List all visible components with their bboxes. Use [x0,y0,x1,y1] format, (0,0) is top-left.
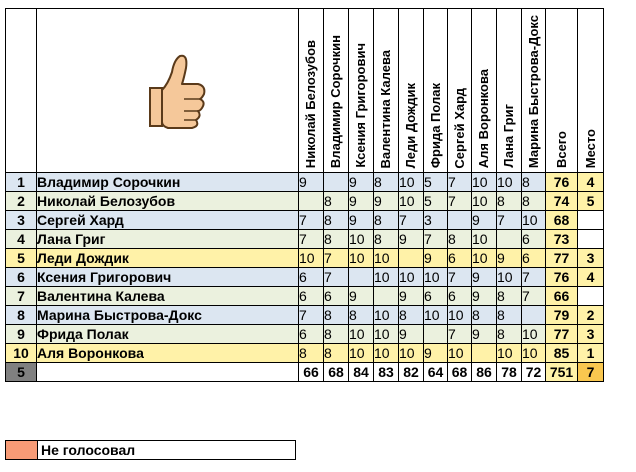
score-cell: 9 [349,287,374,306]
score-cell: 10 [497,173,522,192]
score-cell: 6 [522,249,546,268]
score-cell: 8 [472,306,497,325]
total-cell: 77 [546,325,578,344]
row-number: 3 [6,211,37,230]
score-cell: 10 [399,268,424,287]
total-cell: 73 [546,230,578,249]
score-cell: 8 [497,287,522,306]
score-cell: 9 [472,268,497,287]
score-cell: 9 [399,287,424,306]
total-cell: 79 [546,306,578,325]
table-row [6,287,604,306]
image-cell [37,9,299,173]
score-cell: 10 [472,230,497,249]
score-cell: 8 [324,325,349,344]
participant-name: Владимир Сорочкин [37,173,299,192]
score-cell: 8 [497,306,522,325]
score-cell: 3 [424,211,448,230]
score-cell: 10 [522,344,546,363]
column-header-label: Ксения Григорович [353,43,368,169]
self-vote-cell [374,287,399,306]
self-vote-cell [522,306,546,325]
score-cell: 6 [299,325,324,344]
column-header [399,9,424,173]
score-cell: 7 [424,230,448,249]
table-row [6,173,604,192]
column-total: 84 [349,363,374,382]
column-total: 68 [324,363,349,382]
score-cell: 8 [497,325,522,344]
footer-place: 7 [578,363,604,382]
score-cell: 10 [299,249,324,268]
score-cell: 7 [522,268,546,287]
score-cell: 9 [399,230,424,249]
score-cell: 9 [349,211,374,230]
column-header-label: Леди Дождик [403,82,418,169]
column-header [374,9,399,173]
column-header-label: Владимир Сорочкин [328,35,343,169]
score-cell: 8 [299,344,324,363]
score-cell: 10 [374,249,399,268]
score-cell: 9 [472,211,497,230]
score-cell: 10 [448,306,472,325]
place-cell: 3 [578,249,604,268]
table-row [6,249,604,268]
row-number: 2 [6,192,37,211]
row-number: 4 [6,230,37,249]
legend [5,440,296,460]
score-cell: 7 [324,268,349,287]
score-cell: 9 [349,173,374,192]
score-cell: 7 [324,249,349,268]
column-total: 86 [472,363,497,382]
column-header-label: Валентина Калева [378,49,393,169]
column-total: 66 [299,363,324,382]
column-header [349,9,374,173]
score-cell: 10 [448,344,472,363]
participant-name: Николай Белозубов [37,192,299,211]
score-cell: 8 [324,211,349,230]
score-cell: 5 [424,192,448,211]
score-cell: 10 [349,325,374,344]
score-cell: 6 [522,230,546,249]
participant-name: Сергей Хард [37,211,299,230]
self-vote-cell [497,230,522,249]
participant-name: Лана Григ [37,230,299,249]
column-header [497,9,522,173]
place-cell: 3 [578,325,604,344]
score-cell: 8 [324,344,349,363]
score-cell: 7 [399,211,424,230]
column-header [472,9,497,173]
score-cell: 7 [299,211,324,230]
column-header [578,9,604,173]
column-total: 68 [448,363,472,382]
score-cell: 6 [448,249,472,268]
column-header [424,9,448,173]
score-cell: 10 [374,325,399,344]
column-header [546,9,578,173]
column-header-label: Всего [553,131,569,169]
score-cell: 8 [349,306,374,325]
legend-swatch [6,441,38,460]
score-cell: 8 [374,173,399,192]
score-cell: 8 [448,230,472,249]
column-header-label: Николай Белозубов [303,39,318,169]
score-cell: 8 [522,173,546,192]
total-cell: 66 [546,287,578,306]
self-vote-cell [448,211,472,230]
score-cell: 5 [424,173,448,192]
score-cell: 6 [424,287,448,306]
row-number: 5 [6,249,37,268]
column-header-label: Сергей Хард [451,87,467,169]
self-vote-cell [299,192,324,211]
score-cell: 10 [399,192,424,211]
score-cell: 9 [299,173,324,192]
place-cell [578,230,604,249]
column-header-label: Фрида Полак [427,83,443,169]
total-cell: 76 [546,268,578,287]
score-cell: 10 [399,173,424,192]
score-cell: 7 [299,306,324,325]
place-cell: 4 [578,268,604,287]
corner-cell [6,9,37,173]
column-total: 72 [522,363,546,382]
score-cell: 10 [497,268,522,287]
self-vote-cell [324,173,349,192]
score-cell: 6 [299,268,324,287]
score-cell: 10 [522,211,546,230]
self-vote-cell [472,344,497,363]
participant-name: Фрида Полак [37,325,299,344]
score-cell: 7 [299,230,324,249]
score-cell: 8 [399,306,424,325]
score-cell: 9 [472,287,497,306]
self-vote-cell [399,249,424,268]
score-cell: 10 [497,344,522,363]
score-cell: 8 [522,192,546,211]
score-cell: 8 [374,211,399,230]
score-cell: 8 [374,230,399,249]
table-row [6,230,604,249]
score-cell: 10 [522,325,546,344]
score-cell: 7 [497,211,522,230]
place-cell: 1 [578,344,604,363]
column-header-label: Лана Григ [501,104,516,169]
score-cell: 10 [472,192,497,211]
score-cell: 9 [424,344,448,363]
total-cell: 76 [546,173,578,192]
column-header [522,9,546,173]
score-cell: 6 [448,287,472,306]
score-cell: 7 [448,268,472,287]
column-header [448,9,472,173]
legend-label: Не голосовал [38,441,296,460]
column-header-label: Место [582,128,598,169]
score-cell: 7 [448,192,472,211]
total-cell: 85 [546,344,578,363]
column-header-label: Марина Быстрова-Докс [525,15,541,169]
column-header-label: Аля Воронкова [476,68,491,169]
table-row [6,306,604,325]
column-total: 83 [374,363,399,382]
column-total: 64 [424,363,448,382]
row-number: 9 [6,325,37,344]
row-number: 1 [6,173,37,192]
footer-number: 5 [6,363,37,382]
score-cell: 9 [424,249,448,268]
column-total: 78 [497,363,522,382]
voting-table [5,8,604,382]
score-cell: 6 [324,287,349,306]
score-cell: 10 [349,230,374,249]
row-number: 10 [6,344,37,363]
score-cell: 9 [374,192,399,211]
score-cell: 7 [448,325,472,344]
score-cell: 10 [374,306,399,325]
place-cell [578,211,604,230]
score-cell: 10 [349,344,374,363]
row-number: 8 [6,306,37,325]
participant-name: Валентина Калева [37,287,299,306]
score-cell: 7 [522,287,546,306]
total-cell: 68 [546,211,578,230]
thumbs-up-icon [128,44,208,134]
place-cell: 2 [578,306,604,325]
participant-name: Ксения Григорович [37,268,299,287]
table-row [6,211,604,230]
self-vote-cell [424,325,448,344]
score-cell: 9 [497,249,522,268]
score-cell: 8 [324,306,349,325]
table-row [6,268,604,287]
score-cell: 9 [349,192,374,211]
table-row [6,325,604,344]
score-cell: 9 [472,325,497,344]
total-cell: 77 [546,249,578,268]
table-row [6,344,604,363]
totals-row [6,363,604,382]
score-cell: 7 [448,173,472,192]
score-cell: 10 [424,268,448,287]
score-cell: 8 [324,192,349,211]
participant-name: Леди Дождик [37,249,299,268]
table-row [6,192,604,211]
score-cell: 8 [324,230,349,249]
score-cell: 10 [374,344,399,363]
place-cell [578,287,604,306]
score-cell: 10 [349,249,374,268]
score-cell: 8 [497,192,522,211]
place-cell: 5 [578,192,604,211]
row-number: 7 [6,287,37,306]
score-cell: 6 [299,287,324,306]
participant-name: Аля Воронкова [37,344,299,363]
column-total: 82 [399,363,424,382]
score-cell: 9 [399,325,424,344]
row-number: 6 [6,268,37,287]
place-cell: 4 [578,173,604,192]
score-cell: 10 [374,268,399,287]
self-vote-cell [349,268,374,287]
score-cell: 10 [472,249,497,268]
score-cell: 10 [472,173,497,192]
column-header [324,9,349,173]
total-cell: 74 [546,192,578,211]
column-header [299,9,324,173]
score-cell: 10 [399,344,424,363]
header-row [6,9,604,173]
participant-name: Марина Быстрова-Докс [37,306,299,325]
footer-name [37,363,299,382]
score-cell: 10 [424,306,448,325]
grand-total: 751 [546,363,578,382]
